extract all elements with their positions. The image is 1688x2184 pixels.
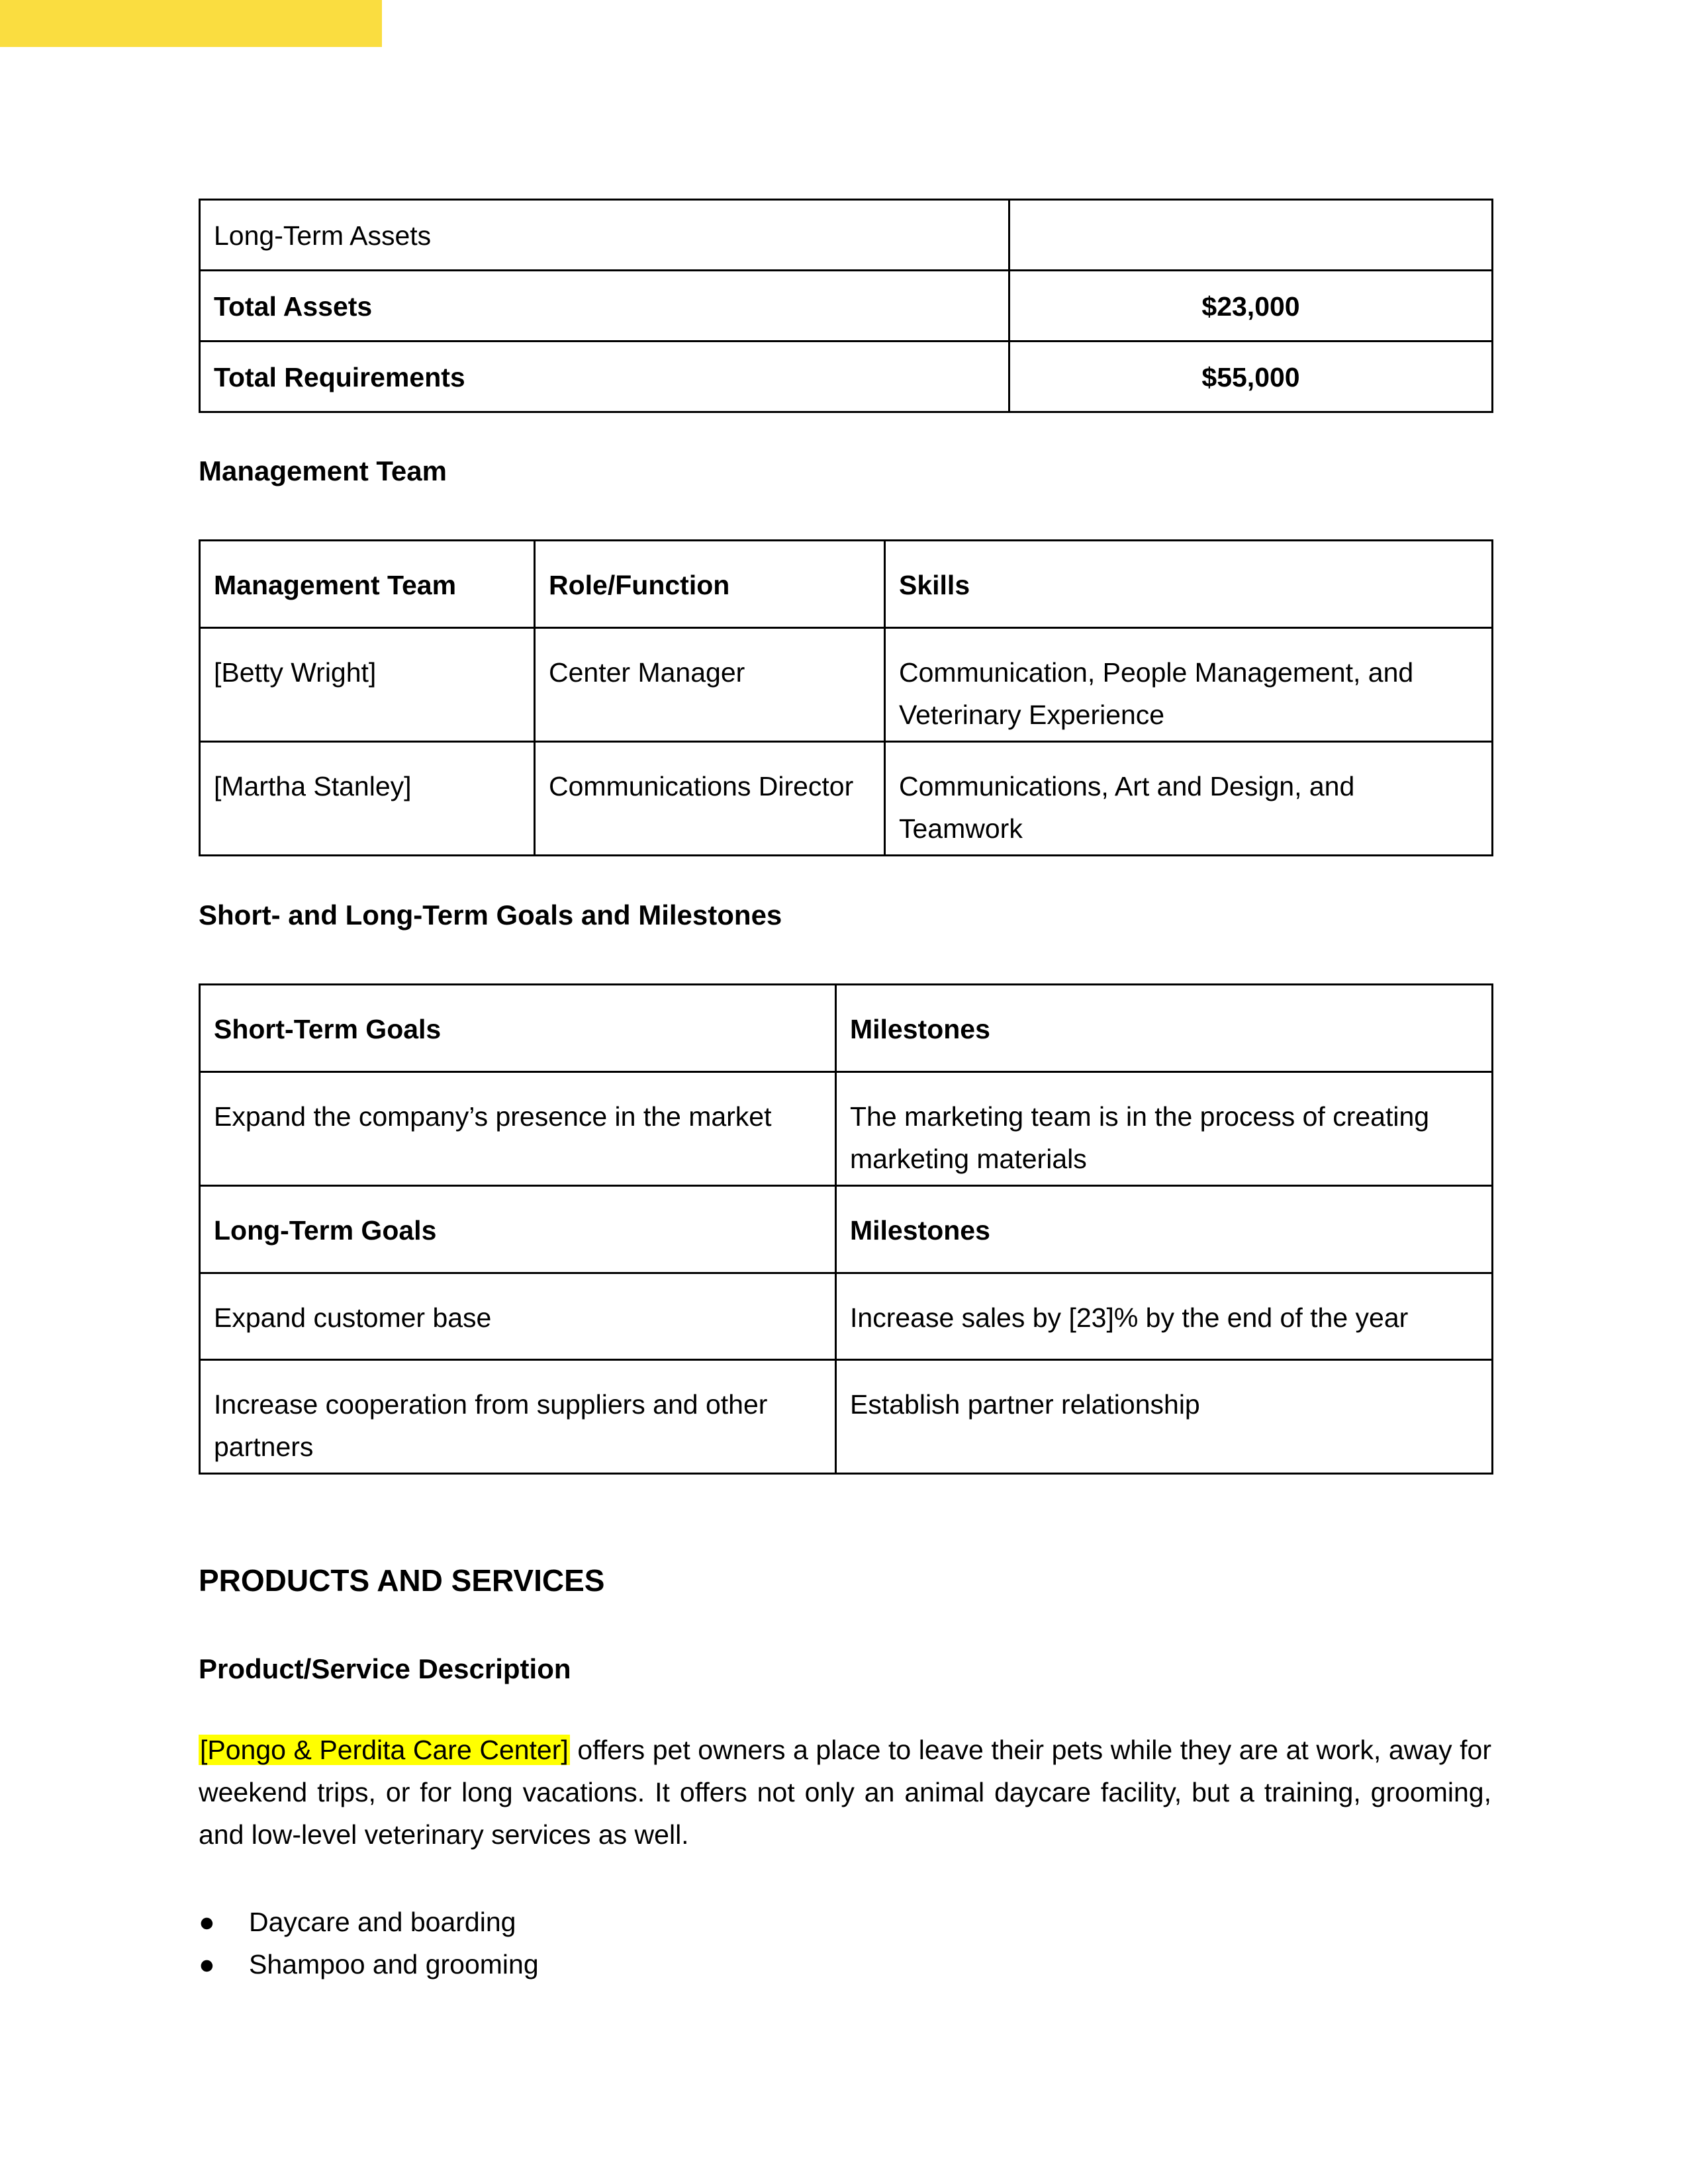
table-row bbox=[200, 1072, 1493, 1186]
product-description-paragraph bbox=[199, 1729, 1491, 1856]
member-skills: Communication, People Management, and Veterinary Experience bbox=[885, 628, 1493, 742]
column-header: Skills bbox=[885, 541, 1493, 628]
member-name: [Betty Wright] bbox=[200, 628, 535, 742]
row-label: Total Requirements bbox=[200, 341, 1009, 412]
column-header: Short-Term Goals bbox=[200, 985, 836, 1072]
assets-table bbox=[199, 199, 1493, 413]
company-name-highlight: [Pongo & Perdita Care Center] bbox=[200, 1735, 569, 1765]
goals-table bbox=[199, 983, 1493, 1475]
row-value: $23,000 bbox=[1009, 271, 1493, 341]
column-header: Milestones bbox=[836, 985, 1493, 1072]
column-header: Long-Term Goals bbox=[200, 1186, 836, 1273]
goals-heading: Short- and Long-Term Goals and Milestones bbox=[199, 899, 782, 931]
member-role: Communications Director bbox=[535, 742, 885, 856]
bullet-icon: ● bbox=[199, 1949, 215, 1979]
goal-cell: Increase cooperation from suppliers and other partners bbox=[200, 1360, 836, 1474]
product-description-heading: Product/Service Description bbox=[199, 1653, 571, 1684]
column-header: Management Team bbox=[200, 541, 535, 628]
milestone-cell: Establish partner relationship bbox=[836, 1360, 1493, 1474]
table-row bbox=[200, 200, 1493, 271]
list-item-label: Daycare and boarding bbox=[249, 1907, 516, 1937]
products-section-heading: PRODUCTS AND SERVICES bbox=[199, 1563, 605, 1598]
table-row bbox=[200, 1273, 1493, 1360]
milestone-cell: The marketing team is in the process of creating marketing materials bbox=[836, 1072, 1493, 1186]
row-value bbox=[1009, 200, 1493, 271]
table-header-row bbox=[200, 1186, 1493, 1273]
member-skills: Communications, Art and Design, and Teamwork bbox=[885, 742, 1493, 856]
row-label: Total Assets bbox=[200, 271, 1009, 341]
table-row bbox=[200, 742, 1493, 856]
column-header: Role/Function bbox=[535, 541, 885, 628]
member-name: [Martha Stanley] bbox=[200, 742, 535, 856]
bullet-icon: ● bbox=[199, 1907, 215, 1937]
table-header-row bbox=[200, 985, 1493, 1072]
table-row bbox=[200, 341, 1493, 412]
list-item bbox=[199, 1943, 539, 1985]
table-row bbox=[200, 628, 1493, 742]
list-item-label: Shampoo and grooming bbox=[249, 1949, 539, 1979]
header-accent-tab bbox=[0, 0, 382, 47]
services-list bbox=[199, 1901, 539, 1985]
management-heading: Management Team bbox=[199, 455, 447, 486]
row-value: $55,000 bbox=[1009, 341, 1493, 412]
table-row bbox=[200, 1360, 1493, 1474]
milestone-cell: Increase sales by [23]% by the end of the year bbox=[836, 1273, 1493, 1360]
member-role: Center Manager bbox=[535, 628, 885, 742]
table-row bbox=[200, 271, 1493, 341]
description-text: offers pet owners a place to leave their pets while they are at work, away for weekend trips, or for long vacations. It offers not only an animal daycare facility, but a training, grooming, and low-level veterinary services as well. bbox=[199, 1735, 1491, 1850]
row-label: Long-Term Assets bbox=[200, 200, 1009, 271]
management-table bbox=[199, 539, 1493, 856]
table-header-row bbox=[200, 541, 1493, 628]
list-item bbox=[199, 1901, 539, 1943]
column-header: Milestones bbox=[836, 1186, 1493, 1273]
goal-cell: Expand customer base bbox=[200, 1273, 836, 1360]
goal-cell: Expand the company’s presence in the market bbox=[200, 1072, 836, 1186]
